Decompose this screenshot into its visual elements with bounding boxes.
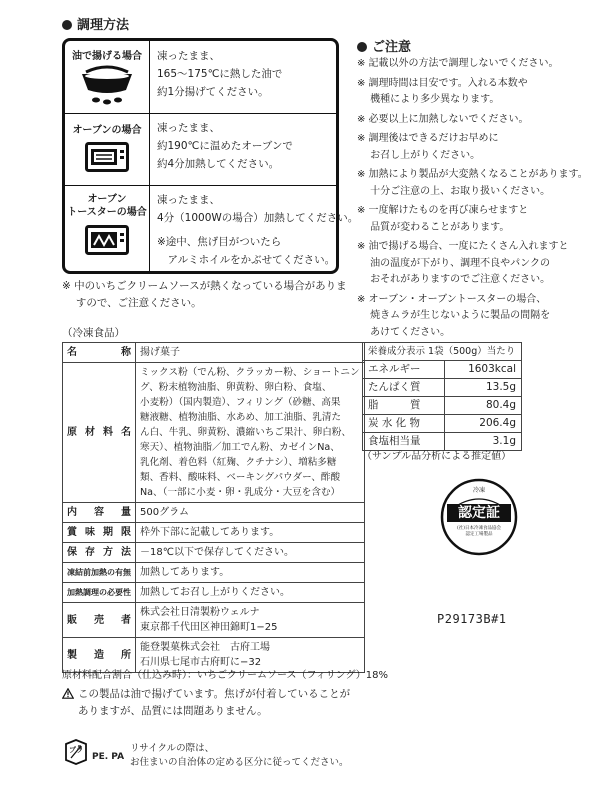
spec-key: 凍結前加熱の有無	[63, 563, 136, 583]
cooking-row-oven	[65, 113, 336, 186]
cooking-footnote: ※ 中のいちごクリームソースが熱くなっている場合がありま すので、ご注意ください。	[62, 280, 347, 309]
spec-key: 名 称	[63, 343, 136, 363]
cooking-label-cell	[65, 185, 150, 271]
cooking-text-oven: 凍ったまま、 約190℃に温めたオーブンで 約4分加熱してください。	[157, 122, 293, 170]
spec-row	[63, 503, 365, 523]
bullet-icon	[62, 20, 72, 30]
cooking-text-toaster: 凍ったまま、 4分（1000Wの場合）加熱してください。	[157, 194, 359, 224]
nutrition-header-row	[363, 343, 522, 361]
cooking-text-fry: 凍ったまま、 165～175℃に熱した油で 約1分揚げてください。	[157, 50, 283, 98]
spec-key: 原 材 料 名	[63, 363, 136, 503]
nutrition-name: 脂 質	[363, 397, 445, 415]
certification-seal	[440, 478, 518, 556]
spec-value: 加熱してお召し上がりください。	[136, 583, 365, 603]
recycle-material: PE. PA	[92, 752, 125, 762]
seal-sub-text: (社)日本冷凍食品協会 認定工場製品	[456, 526, 501, 537]
spec-value: 揚げ菓子	[136, 343, 365, 363]
nutrition-value: 206.4g	[445, 415, 522, 433]
nutrition-value: 1603kcal	[445, 361, 522, 379]
spec-row	[63, 583, 365, 603]
spec-value: 枠外下部に記載してあります。	[136, 523, 365, 543]
spec-value: 加熱してあります。	[136, 563, 365, 583]
caution-item: ※ 一度解けたものを再び凍らせますと 品質が変わることがあります。	[357, 205, 529, 233]
spec-key: 加熱調理の必要性	[63, 583, 136, 603]
caution-item: ※ 必要以上に加熱しないでください。	[357, 113, 529, 125]
caution-item: ※ 調理後はできるだけお早めに お召し上がりください。	[357, 133, 499, 161]
cooking-method-box	[62, 38, 359, 274]
nutrition-row	[363, 397, 522, 415]
spec-key: 内 容 量	[63, 503, 136, 523]
fryer-icon	[80, 64, 134, 106]
recycle-text: リサイクルの際は、 お住まいの自治体の定める区分に従ってください。	[130, 743, 349, 768]
spec-row	[63, 603, 365, 638]
nutrition-value: 3.1g	[445, 433, 522, 451]
cooking-title-text: 調理方法	[77, 18, 130, 33]
warning-icon	[62, 688, 74, 699]
oil-warning-text: この製品は油で揚げています。焦げが付着していることが ありますが、品質には問題ありません。	[78, 688, 351, 717]
lot-code: P29173B#1	[437, 612, 507, 626]
seal-main-text: 認定証	[447, 504, 511, 522]
cooking-row-fry	[65, 41, 336, 114]
nutrition-row	[363, 361, 522, 379]
caution-item: ※ オーブン・オーブントースターの場合、 焼きムラが生じないように製品の間隔を あけてください。	[357, 293, 551, 338]
recycle-mark-text: プラ	[69, 746, 83, 754]
nutrition-value: 80.4g	[445, 397, 522, 415]
nutrition-header: 栄養成分表示 1袋（500g）当たり	[363, 343, 522, 361]
nutrition-name: 炭 水 化 物	[363, 415, 445, 433]
spec-key: 賞 味 期 限	[63, 523, 136, 543]
cooking-row-toaster	[65, 185, 359, 271]
spec-value: 500グラム	[136, 503, 365, 523]
cooking-label-toaster: オーブン トースターの場合	[67, 194, 147, 218]
spec-row	[63, 563, 365, 583]
seal-top-text: 冷凍	[472, 487, 485, 494]
caution-list	[357, 56, 607, 341]
spec-key: 保 存 方 法	[63, 543, 136, 563]
spec-row	[63, 543, 365, 563]
nutrition-name: エネルギー	[363, 361, 445, 379]
caution-item: ※ 調理時間は目安です。入れる本数や 機種により多少異なります。	[357, 77, 528, 105]
caution-title-text: ご注意	[372, 40, 412, 55]
nutrition-table	[362, 342, 522, 451]
cooking-label-fry: 油で揚げる場合	[72, 51, 142, 62]
cooking-label-oven: オーブンの場合	[72, 125, 142, 136]
product-spec-table	[62, 342, 365, 673]
oven-icon	[85, 142, 129, 174]
spec-value: －18℃以下で保存してください。	[136, 543, 365, 563]
nutrition-name: たんぱく質	[363, 379, 445, 397]
nutrition-name: 食塩相当量	[363, 433, 445, 451]
bullet-icon	[357, 42, 367, 52]
spec-row	[63, 343, 365, 363]
nutrition-note: （サンプル品分析による推定値）	[362, 451, 512, 462]
spec-value: 能登製菓株式会社 古府工場 石川県七尾市古府町に−32	[136, 638, 365, 673]
spec-row	[63, 523, 365, 543]
cooking-subnote-toaster: ※途中、焦げ目がついたら アルミホイルをかぶせてください。	[157, 236, 336, 266]
spec-value: ミックス粉（でん粉、クラッカー粉、ショートニン グ、粉末植物油脂、卵黄粉、卵白粉、食塩、 小麦粉）（国内製造）、フィリング（砂糖、高果 糖液糖、植物油脂、水あめ、加工油脂、乳清た ん白、牛乳、卵黄粉、濃縮いちご果汁、卵白粉、 寒天）、植物油脂／加工でん粉、カゼインNa、 乳化剤、着色料（紅麹、クチナシ）、増粘多糖 類、香料、酸味料、ベーキングパウダー、酢酸 Na、（一部に小麦・卵・乳成分・大豆を含む）	[136, 363, 365, 503]
frozen-food-label: （冷凍食品）	[62, 327, 125, 339]
cooking-section-title	[62, 14, 129, 33]
caution-section-title	[357, 36, 411, 55]
spec-value: 株式会社日清製粉ウェルナ 東京都千代田区神田錦町1−25	[136, 603, 365, 638]
mix-ratio: 原材料配合割合（仕込み時）：いちごクリームソース（フィリング）18%	[62, 670, 389, 681]
caution-item: ※ 加熱により製品が大変熱くなることがあります。 十分ご注意の上、お取り扱いください。	[357, 169, 588, 197]
toaster-icon	[85, 225, 129, 257]
spec-key: 販 売 者	[63, 603, 136, 638]
cooking-label-cell	[65, 113, 150, 185]
caution-item: ※ 記載以外の方法で調理しないでください。	[357, 58, 559, 69]
nutrition-row	[363, 379, 522, 397]
spec-row	[63, 363, 365, 503]
nutrition-value: 13.5g	[445, 379, 522, 397]
caution-item: ※ 油で揚げる場合、一度にたくさん入れますと 油の温度が下がり、調理不良やパンクの おそれがありますのでご注意ください。	[357, 241, 569, 285]
cooking-label-cell	[65, 41, 150, 113]
spec-key: 製 造 所	[63, 638, 136, 673]
nutrition-row	[363, 415, 522, 433]
